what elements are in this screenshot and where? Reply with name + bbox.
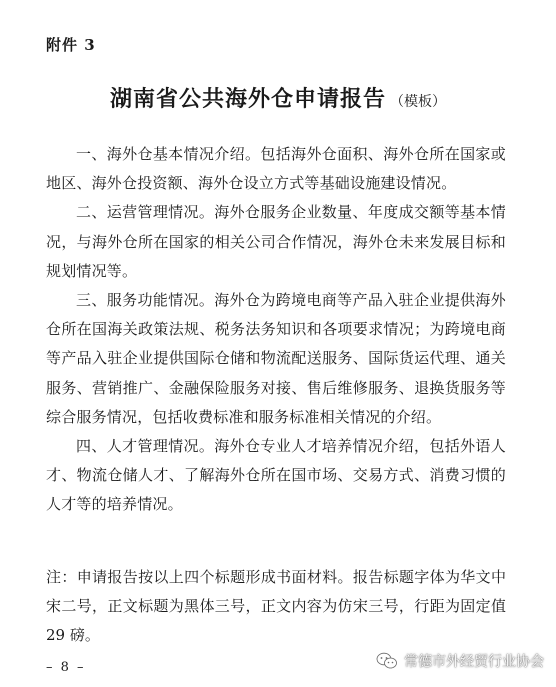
format-note: 注：申请报告按以上四个标题形成书面材料。报告标题字体为华文中宋二号，正文标题为黑体三号，正文内容为仿宋三号，行距为固定值 29 磅。 — [46, 568, 506, 645]
paragraph-services: 三、服务功能情况。海外仓为跨境电商等产品入驻企业提供海外仓所在国海关政策法规、税务法务知识和各项要求情况；为跨境电商等产品入驻企业提供国际仓储和物流配送服务、国际货运代理、通关服务、营销推广、金融保险服务对接、售后维修服务、退换货服务等综合服务情况，包括收费标准和服务标准相关情况的介绍。 — [46, 291, 506, 426]
paragraph-talent: 四、人才管理情况。海外仓专业人才培养情况介绍，包括外语人才、物流仓储人才、了解海外仓所在国市场、交易方式、消费习惯的人才等的培养情况。 — [46, 437, 506, 514]
document-title-main: 湖南省公共海外仓申请报告 — [109, 86, 386, 112]
paragraph-operations: 二、运营管理情况。海外仓服务企业数量、年度成交额等基本情况，与海外仓所在国家的相关公司合作情况，海外仓未来发展目标和规划情况等。 — [46, 203, 506, 280]
attachment-label: 附件 3 — [46, 36, 96, 54]
paragraph-basic-info: 一、海外仓基本情况介绍。包括海外仓面积、海外仓所在国家或地区、海外仓投资额、海外仓设立方式等基础设施建设情况。 — [46, 145, 506, 193]
document-title-sub: （模板） — [390, 94, 446, 110]
watermark-text: 常德市外经贸行业协会 — [404, 654, 544, 670]
page-number: – 8 – — [46, 660, 86, 675]
watermark — [376, 651, 544, 671]
document-body — [46, 140, 506, 520]
document-title — [0, 82, 556, 113]
wechat-icon — [376, 652, 398, 670]
